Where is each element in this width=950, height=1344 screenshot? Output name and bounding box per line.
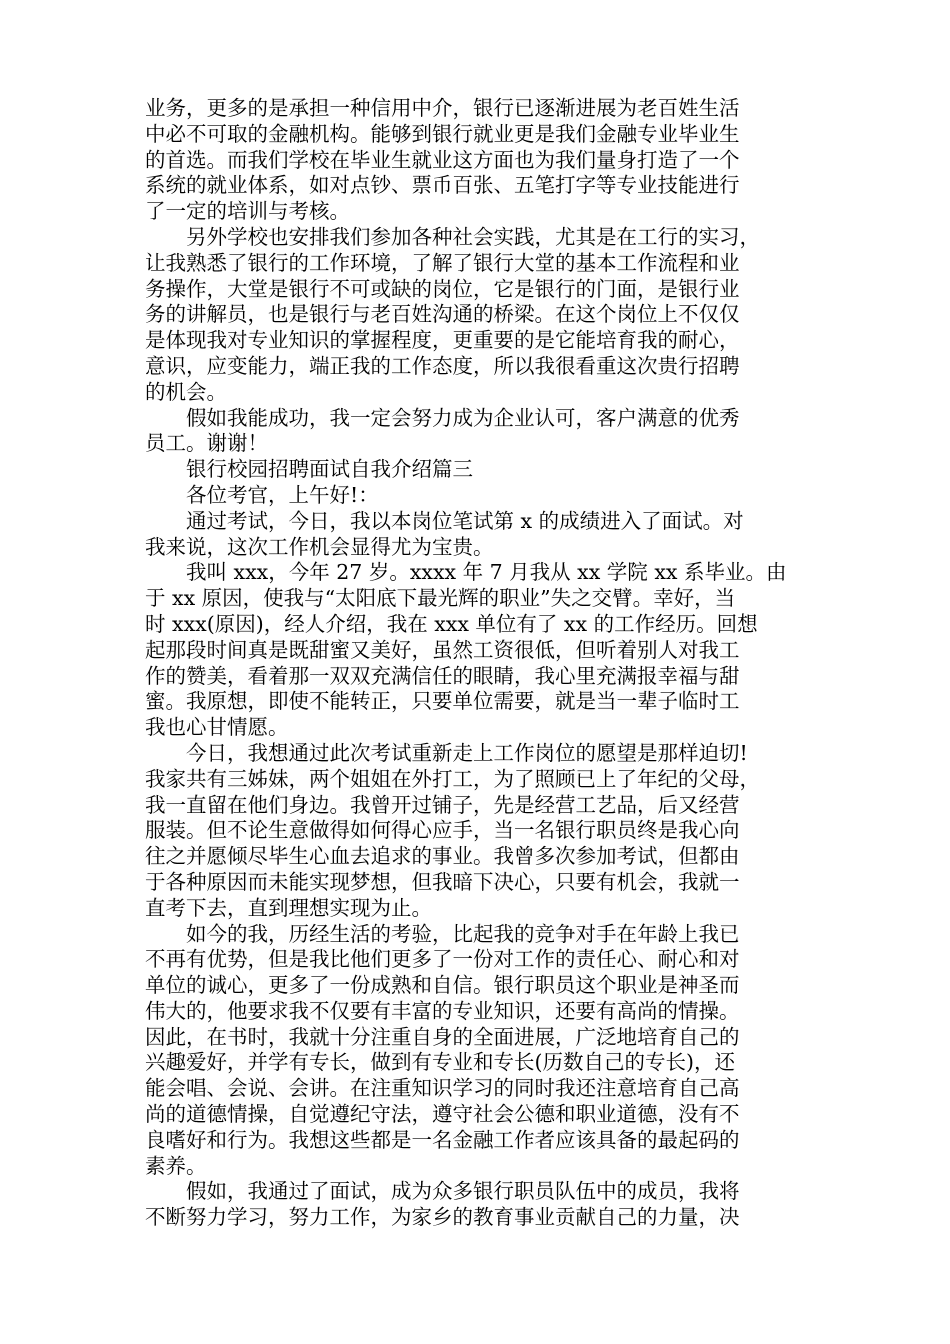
text-line: 不再有优势，但是我比他们更多了一份对工作的责任心、耐心和对: [145, 947, 740, 972]
text-line: 今日，我想通过此次考试重新走上工作岗位的愿望是那样迫切!: [145, 740, 748, 765]
text-line: 让我熟悉了银行的工作环境，了解了银行大堂的基本工作流程和业: [145, 250, 740, 275]
text-line: 我家共有三姊妹，两个姐姐在外打工，为了照顾已上了年纪的父母，: [145, 766, 760, 791]
text-line: 的首选。而我们学校在毕业生就业这方面也为我们量身打造了一个: [145, 147, 740, 172]
text-line: 直考下去，直到理想实现为止。: [145, 895, 432, 920]
text-line: 假如，我通过了面试，成为众多银行职员队伍中的成员，我将: [145, 1179, 740, 1204]
text-line: 了一定的培训与考核。: [145, 199, 350, 224]
text-line: 系统的就业体系，如对点钞、票币百张、五笔打字等专业技能进行: [145, 173, 740, 198]
text-line: 兴趣爱好，并学有专长，做到有专业和专长(历数自己的专长)，还: [145, 1050, 735, 1075]
text-line: 中必不可取的金融机构。能够到银行就业更是我们金融专业毕业生: [145, 121, 740, 146]
text-line: 尚的道德情操，自觉遵纪守法，遵守社会公德和职业道德，没有不: [145, 1102, 740, 1127]
text-line: 素养。: [145, 1153, 207, 1178]
text-line: 意识，应变能力，端正我的工作态度，所以我很看重这次贵行招聘: [145, 353, 740, 378]
text-line: 伟大的，他要求我不仅要有丰富的专业知识，还要有高尚的情操。: [145, 998, 740, 1023]
text-line: 往之并愿倾尽毕生心血去追求的事业。我曾多次参加考试，但都由: [145, 844, 740, 869]
text-line: 不断努力学习，努力工作，为家乡的教育事业贡献自己的力量，决: [145, 1205, 740, 1230]
text-line: 我叫 xxx，今年 27 岁。xxxx 年 7 月我从 xx 学院 xx 系毕业。由: [145, 560, 787, 585]
text-line: 我来说，这次工作机会显得尤为宝贵。: [145, 534, 494, 559]
text-line: 如今的我，历经生活的考验，比起我的竞争对手在年龄上我已: [145, 921, 740, 946]
text-line: 业务，更多的是承担一种信用中介，银行已逐渐进展为老百姓生活: [145, 96, 740, 120]
text-line: 另外学校也安排我们参加各种社会实践，尤其是在工行的实习，: [145, 224, 760, 249]
text-line: 务操作，大堂是银行不可或缺的岗位，它是银行的门面，是银行业: [145, 276, 740, 301]
text-line: 作的赞美，看着那一双双充满信任的眼睛，我心里充满报幸福与甜: [145, 663, 740, 688]
text-line: 各位考官，上午好!：: [145, 482, 379, 507]
text-line: 的机会。: [145, 379, 227, 404]
text-line: 我也心甘情愿。: [145, 715, 289, 740]
text-line: 银行校园招聘面试自我介绍篇三: [145, 457, 473, 482]
text-line: 时 xxx(原因)，经人介绍，我在 xxx 单位有了 xx 的工作经历。回想: [145, 611, 758, 636]
text-line: 蜜。我原想，即使不能转正，只要单位需要，就是当一辈子临时工: [145, 689, 740, 714]
text-line: 服装。但不论生意做得如何得心应手，当一名银行职员终是我心向: [145, 818, 740, 843]
text-line: 起那段时间真是既甜蜜又美好，虽然工资很低，但听着别人对我工: [145, 637, 740, 662]
document-body: [145, 96, 811, 1231]
text-line: 良嗜好和行为。我想这些都是一名金融工作者应该具备的最起码的: [145, 1127, 740, 1152]
text-line: 因此，在书时，我就十分注重自身的全面进展，广泛地培育自己的: [145, 1024, 740, 1049]
text-line: 员工。谢谢！: [145, 431, 268, 456]
text-line: 于 xx 原因，使我与“太阳底下最光辉的职业”失之交臂。幸好，当: [145, 586, 736, 611]
text-line: 假如我能成功，我一定会努力成为企业认可，客户满意的优秀: [145, 405, 740, 430]
text-line: 是体现我对专业知识的掌握程度，更重要的是它能培育我的耐心，: [145, 328, 740, 353]
text-line: 我一直留在他们身边。我曾开过铺子，先是经营工艺品，后又经营: [145, 792, 740, 817]
text-line: 单位的诚心，更多了一份成熟和自信。银行职员这个职业是神圣而: [145, 973, 740, 998]
text-line: 通过考试，今日，我以本岗位笔试第 x 的成绩进入了面试。对: [145, 508, 744, 533]
text-line: 于各种原因而未能实现梦想，但我暗下决心，只要有机会，我就一: [145, 869, 740, 894]
text-line: 能会唱、会说、会讲。在注重知识学习的同时我还注意培育自己高: [145, 1076, 740, 1101]
text-line: 务的讲解员，也是银行与老百姓沟通的桥梁。在这个岗位上不仅仅: [145, 302, 740, 327]
